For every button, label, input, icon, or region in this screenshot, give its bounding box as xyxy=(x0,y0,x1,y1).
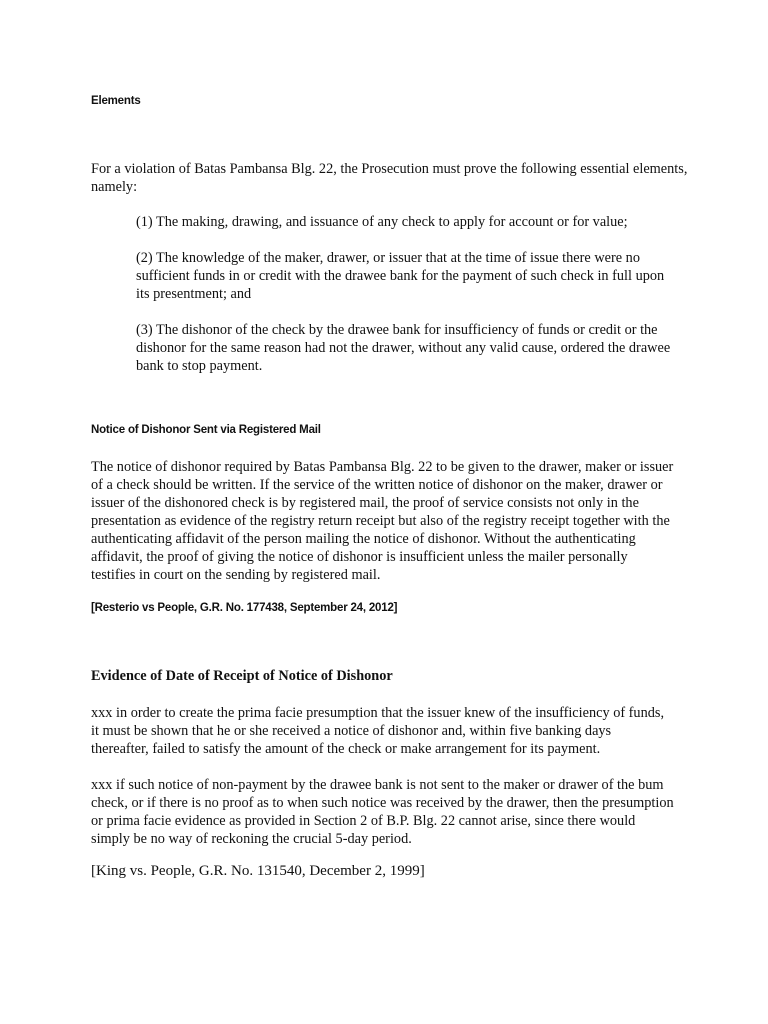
elements-intro: For a violation of Batas Pambansa Blg. 22, the Prosecution must prove the following essential elements, namely: xyxy=(91,161,688,195)
element-item-1: (1) The making, drawing, and issuance of any check to apply for account or for value; xyxy=(136,214,628,230)
notice-citation: [Resterio vs People, G.R. No. 177438, September 24, 2012] xyxy=(91,602,398,614)
elements-heading: Elements xyxy=(91,95,141,107)
evidence-paragraph-2: xxx if such notice of non-payment by the drawee bank is not sent to the maker or drawer of the bum check, or if there is no proof as to when such notice was received by the drawer, then the presumption or prima facie evidence as provided in Section 2 of B.P. Blg. 22 cannot arise, since there would simply be no way of reckoning the crucial 5-day period. xyxy=(91,777,674,847)
evidence-paragraph-1: xxx in order to create the prima facie presumption that the issuer knew of the insufficiency of funds, it must be shown that he or she received a notice of dishonor and, within five banking days thereafter, failed to satisfy the amount of the check or make arrangement for its payment. xyxy=(91,705,665,757)
element-item-2: (2) The knowledge of the maker, drawer, or issuer that at the time of issue there were no sufficient funds in or credit with the drawee bank for the payment of such check in full upon its presentment; and xyxy=(136,250,665,302)
notice-heading: Notice of Dishonor Sent via Registered Mail xyxy=(91,424,321,436)
evidence-heading: Evidence of Date of Receipt of Notice of Dishonor xyxy=(91,668,393,684)
notice-paragraph: The notice of dishonor required by Batas Pambansa Blg. 22 to be given to the drawer, maker or issuer of a check should be written. If the service of the written notice of dishonor on the maker, drawer or issuer of the dishonored check is by registered mail, the proof of service consists not only in the presentation as evidence of the registry return receipt but also of the registry receipt together with the authenticating affidavit of the person mailing the notice of dishonor. Without the authenticating affidavit, the proof of giving the notice of dishonor is insufficient unless the mailer personally testifies in court on the sending by registered mail. xyxy=(91,459,674,583)
element-item-3: (3) The dishonor of the check by the drawee bank for insufficiency of funds or credit or the dishonor for the same reason had not the drawer, without any valid cause, ordered the drawee bank to stop payment. xyxy=(136,322,671,374)
evidence-citation: [King vs. People, G.R. No. 131540, December 2, 1999] xyxy=(91,863,425,879)
